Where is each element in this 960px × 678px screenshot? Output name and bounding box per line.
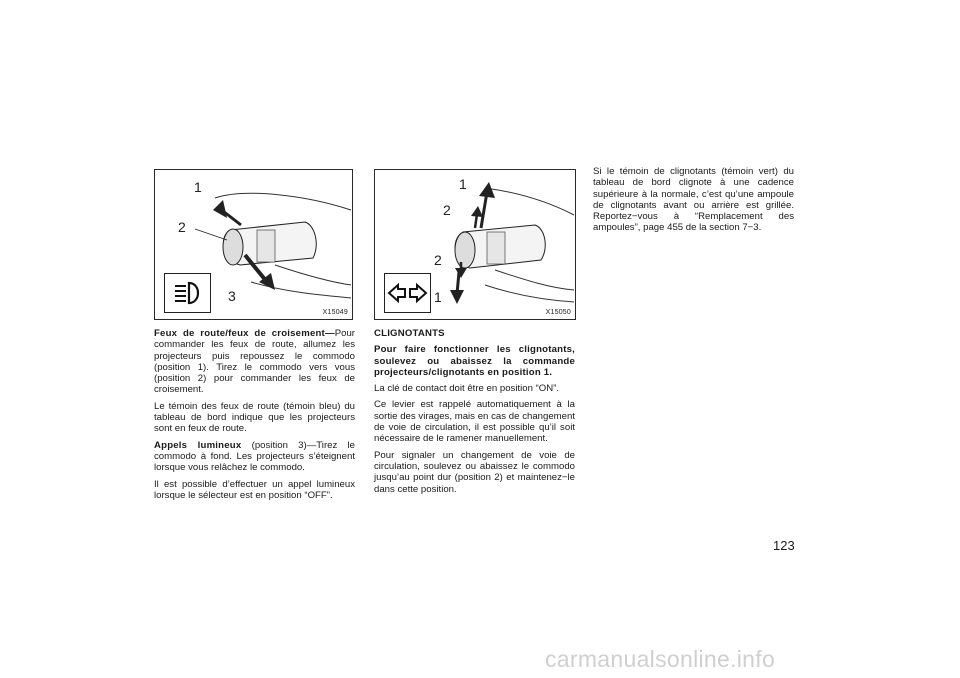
heading-clignotants: CLIGNOTANTS — [374, 328, 445, 339]
section-heading — [374, 328, 575, 339]
paragraph-high-low-beam — [154, 328, 355, 396]
instruction-text: Pour faire fonctionner les clignotants, soulevez ou abaissez la commande projecteurs/clignotants en position 1. — [374, 344, 575, 378]
paragraph-lane-change: Pour signaler un changement de voie de circulation, soulevez ou abaissez le commodo jusqu’au point dur (position 2) et maintenez−le dans cette position. — [374, 449, 575, 495]
turn-signal-arrows-icon — [385, 274, 430, 312]
figure-code: X15049 — [322, 309, 348, 316]
paragraph-auto-return: Ce levier est rappelé automatiquement à la sortie des virages, mais en cas de changement de voie de circulation, il est possible qu’il soit nécessaire de le ramener manuellement. — [374, 399, 575, 445]
column-turn-signals — [374, 328, 575, 500]
page-number: 123 — [773, 538, 795, 553]
headlight-lever-figure — [154, 169, 353, 320]
high-beam-headlight-icon — [165, 274, 210, 312]
high-beam-indicator-box — [164, 273, 211, 313]
paragraph-indicator: Le témoin des feux de route (témoin bleu) du tableau de bord indique que les projecteurs sont en feux de route. — [154, 400, 355, 435]
text-high-low-beam: Pour commander les feux de route, allumez les projecteurs puis repoussez le commodo (position 1). Tirez le commodo vers vous (position 2) pour commander les feux de croisement. — [154, 328, 355, 396]
instruction-paragraph — [374, 344, 575, 378]
paragraph-flash — [154, 440, 355, 474]
figure-label-1-down: 1 — [434, 289, 442, 305]
text-flash: (position 3)—Tirez le commodo à fond. Les projecteurs s’éteignent lorsque vous relâchez le commodo. — [154, 439, 356, 474]
figure-label-2-up: 2 — [443, 202, 451, 218]
figure-label-3: 3 — [228, 288, 236, 304]
column-bulb-warning — [593, 166, 794, 239]
paragraph-off: Il est possible d’effectuer un appel lumineux lorsque le sélecteur est en position “OFF”. — [154, 478, 355, 501]
turn-signal-lever-figure — [374, 169, 576, 320]
figure-label-1: 1 — [194, 179, 202, 195]
watermark: carmanualsonline.info — [545, 646, 776, 672]
figure-code: X15050 — [545, 309, 571, 316]
figure-label-2-down: 2 — [434, 252, 442, 268]
column-headlights — [154, 328, 355, 506]
paragraph-bulb: Si le témoin de clignotants (témoin vert) du tableau de bord clignote à une cadence supérieure à la normale, c’est qu’une ampoule de clignotants avant ou arrière est grillée. Reportez−vous à “Remplacement des ampoules”, page 455 de la section 7−3. — [593, 166, 794, 234]
heading-high-low-beam: Feux de route/feux de croisement— — [154, 328, 335, 339]
figure-label-2: 2 — [178, 219, 186, 235]
paragraph-ignition: La clé de contact doit être en position “ON”. — [374, 383, 560, 395]
turn-signal-indicator-box — [384, 273, 431, 313]
heading-flash: Appels lumineux — [154, 439, 242, 451]
figure-label-1-up: 1 — [459, 176, 467, 192]
